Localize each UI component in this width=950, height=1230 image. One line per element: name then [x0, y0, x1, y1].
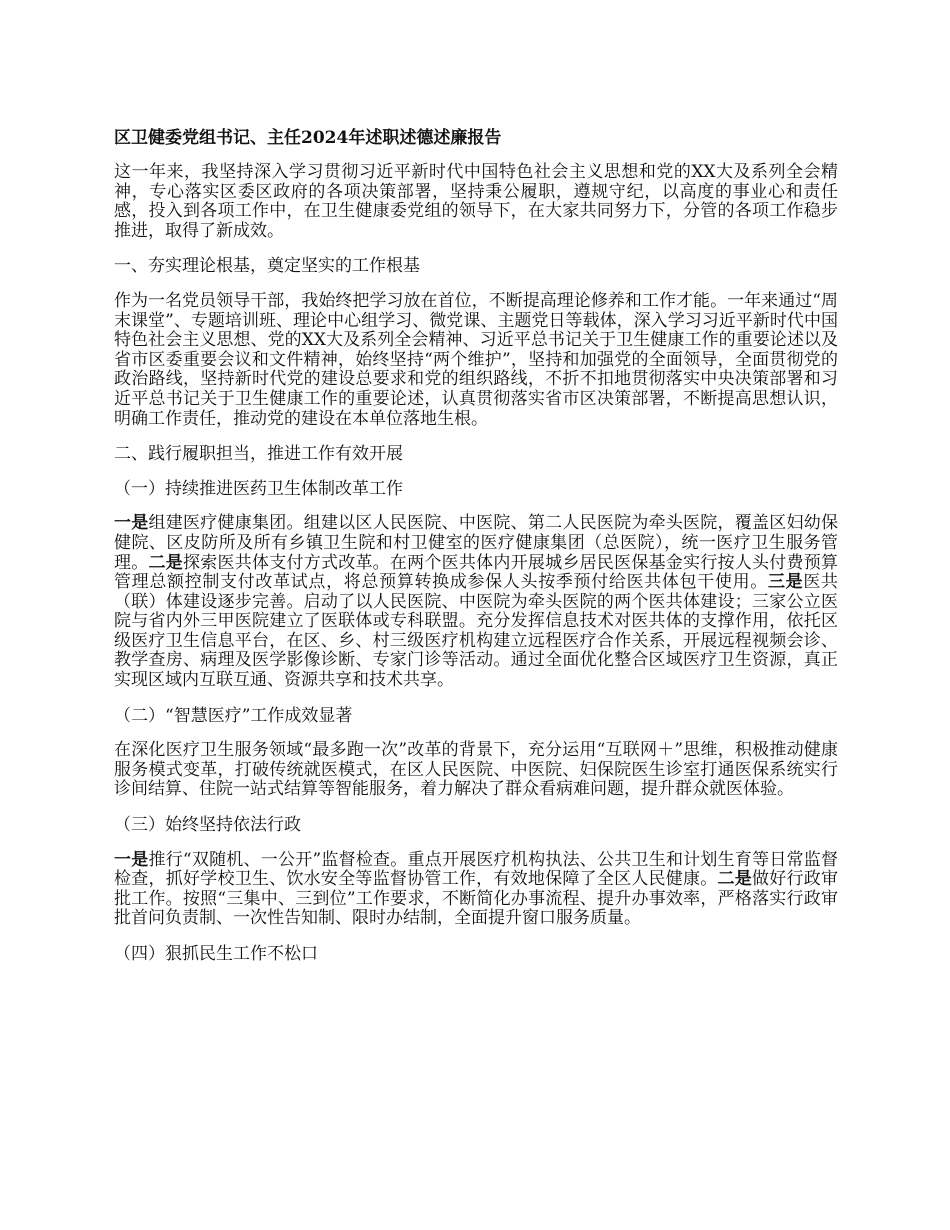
document-page — [114, 127, 838, 980]
subsection-4-heading: （四）狠抓民生工作不松口 — [114, 944, 318, 964]
point-text: 医共（联）体建设逐步完善。启动了以人民医院、中医院为牵头医院的两个医共体建设；三家公立医院与省内外三甲医院建立了医联体或专科联盟。充分发挥信息技术对医共体的支撑作用，依托区级医疗卫生信息平台，在区、乡、村三级医疗机构建立远程医疗合作关系，开展远程视频会诊、教学查房、病理及医学影像诊断、专家门诊等活动。通过全面优化整合区域医疗卫生资源，真正实现区域内互联互通、资源共享和技术共享。 — [114, 572, 839, 691]
point-label: 一是 — [114, 513, 149, 534]
point-text: 组建医疗健康集团。组建以区人民医院、中医院、第二人民医院为牵头医院，覆盖区妇幼保健院、区皮防所及所有乡镇卫生院和村卫健室的医疗健康集团（总医院），统一医疗卫生服务管理。 — [114, 513, 839, 573]
point-label: 三是 — [767, 572, 804, 593]
subsection-2-body: 在深化医疗卫生服务领域“最多跑一次”改革的背景下，充分运用“互联网＋”思维，积极推动健康服务模式变革，打破传统就医模式，在区人民医院、中医院、妇保院医生诊室打通医保系统实行诊间结算、住院一站式结算等智能服务，着力解决了群众看病难问题，提升群众就医体验。 — [114, 740, 838, 800]
point-label: 一是 — [114, 849, 149, 870]
subsection-2-heading: （二）“智慧医疗”工作成效显著 — [114, 705, 353, 726]
intro-paragraph: 这一年来，我坚持深入学习贯彻习近平新时代中国特色社会主义思想和党的XX大及系列全会精神，专心落实区委区政府的各项决策部署，坚持秉公履职，遵规守纪，以高度的事业心和责任感，投入到各项工作中，在卫生健康委党组的领导下，在大家共同努力下，分管的各项工作稳步推进，取得了新成效。 — [114, 162, 838, 241]
section-1-heading: 一、夯实理论根基，奠定坚实的工作根基 — [114, 256, 420, 277]
section-2-heading: 二、践行履职担当，推进工作有效开展 — [114, 444, 403, 465]
point-text: 推行“双随机、一公开”监督检查。重点开展医疗机构执法、公共卫生和计划生育等日常监督检查，抓好学校卫生、饮水安全等监督协管工作，有效地保障了全区人民健康。 — [114, 849, 839, 890]
document-title: 区卫健委党组书记、主任2024年述职述德述廉报告 — [114, 128, 502, 148]
point-label: 二是 — [717, 869, 753, 890]
point-text: 探索医共体支付方式改革。在两个医共体内开展城乡居民医保基金实行按人头付费预算管理总额控制支付改革试点，将总预算转换成参保人头按季预付给医共体包干使用。 — [114, 552, 839, 593]
point-label: 二是 — [148, 552, 183, 573]
subsection-3-body — [114, 851, 838, 929]
section-1-body: 作为一名党员领导干部，我始终把学习放在首位，不断提高理论修养和工作才能。一年来通过“周末课堂”、专题培训班、理论中心组学习、微党课、主题党日等载体，深入学习习近平新时代中国特色社会主义思想、党的XX大及系列全会精神、习近平总书记关于卫生健康工作的重要论述以及省市区委重要会议和文件精神，始终坚持“两个维护”，坚持和加强党的全面领导，全面贯彻党的政治路线，坚持新时代党的建设总要求和党的组织路线，不折不扣地贯彻落实中央决策部署和习近平总书记关于卫生健康工作的重要论述，认真贯彻落实省市区决策部署，不断提高思想认识，明确工作责任，推动党的建设在本单位落地生根。 — [114, 290, 838, 429]
subsection-1-heading: （一）持续推进医药卫生体制改革工作 — [114, 478, 403, 499]
subsection-1-body — [114, 514, 838, 690]
point-text: 做好行政审批工作。按照“三集中、三到位”工作要求，不断简化办事流程、提升办事效率，严格落实行政审批首问负责制、一次性告知制、限时办结制，全面提升窗口服务质量。 — [114, 869, 839, 929]
subsection-3-heading: （三）始终坚持依法行政 — [114, 815, 301, 836]
